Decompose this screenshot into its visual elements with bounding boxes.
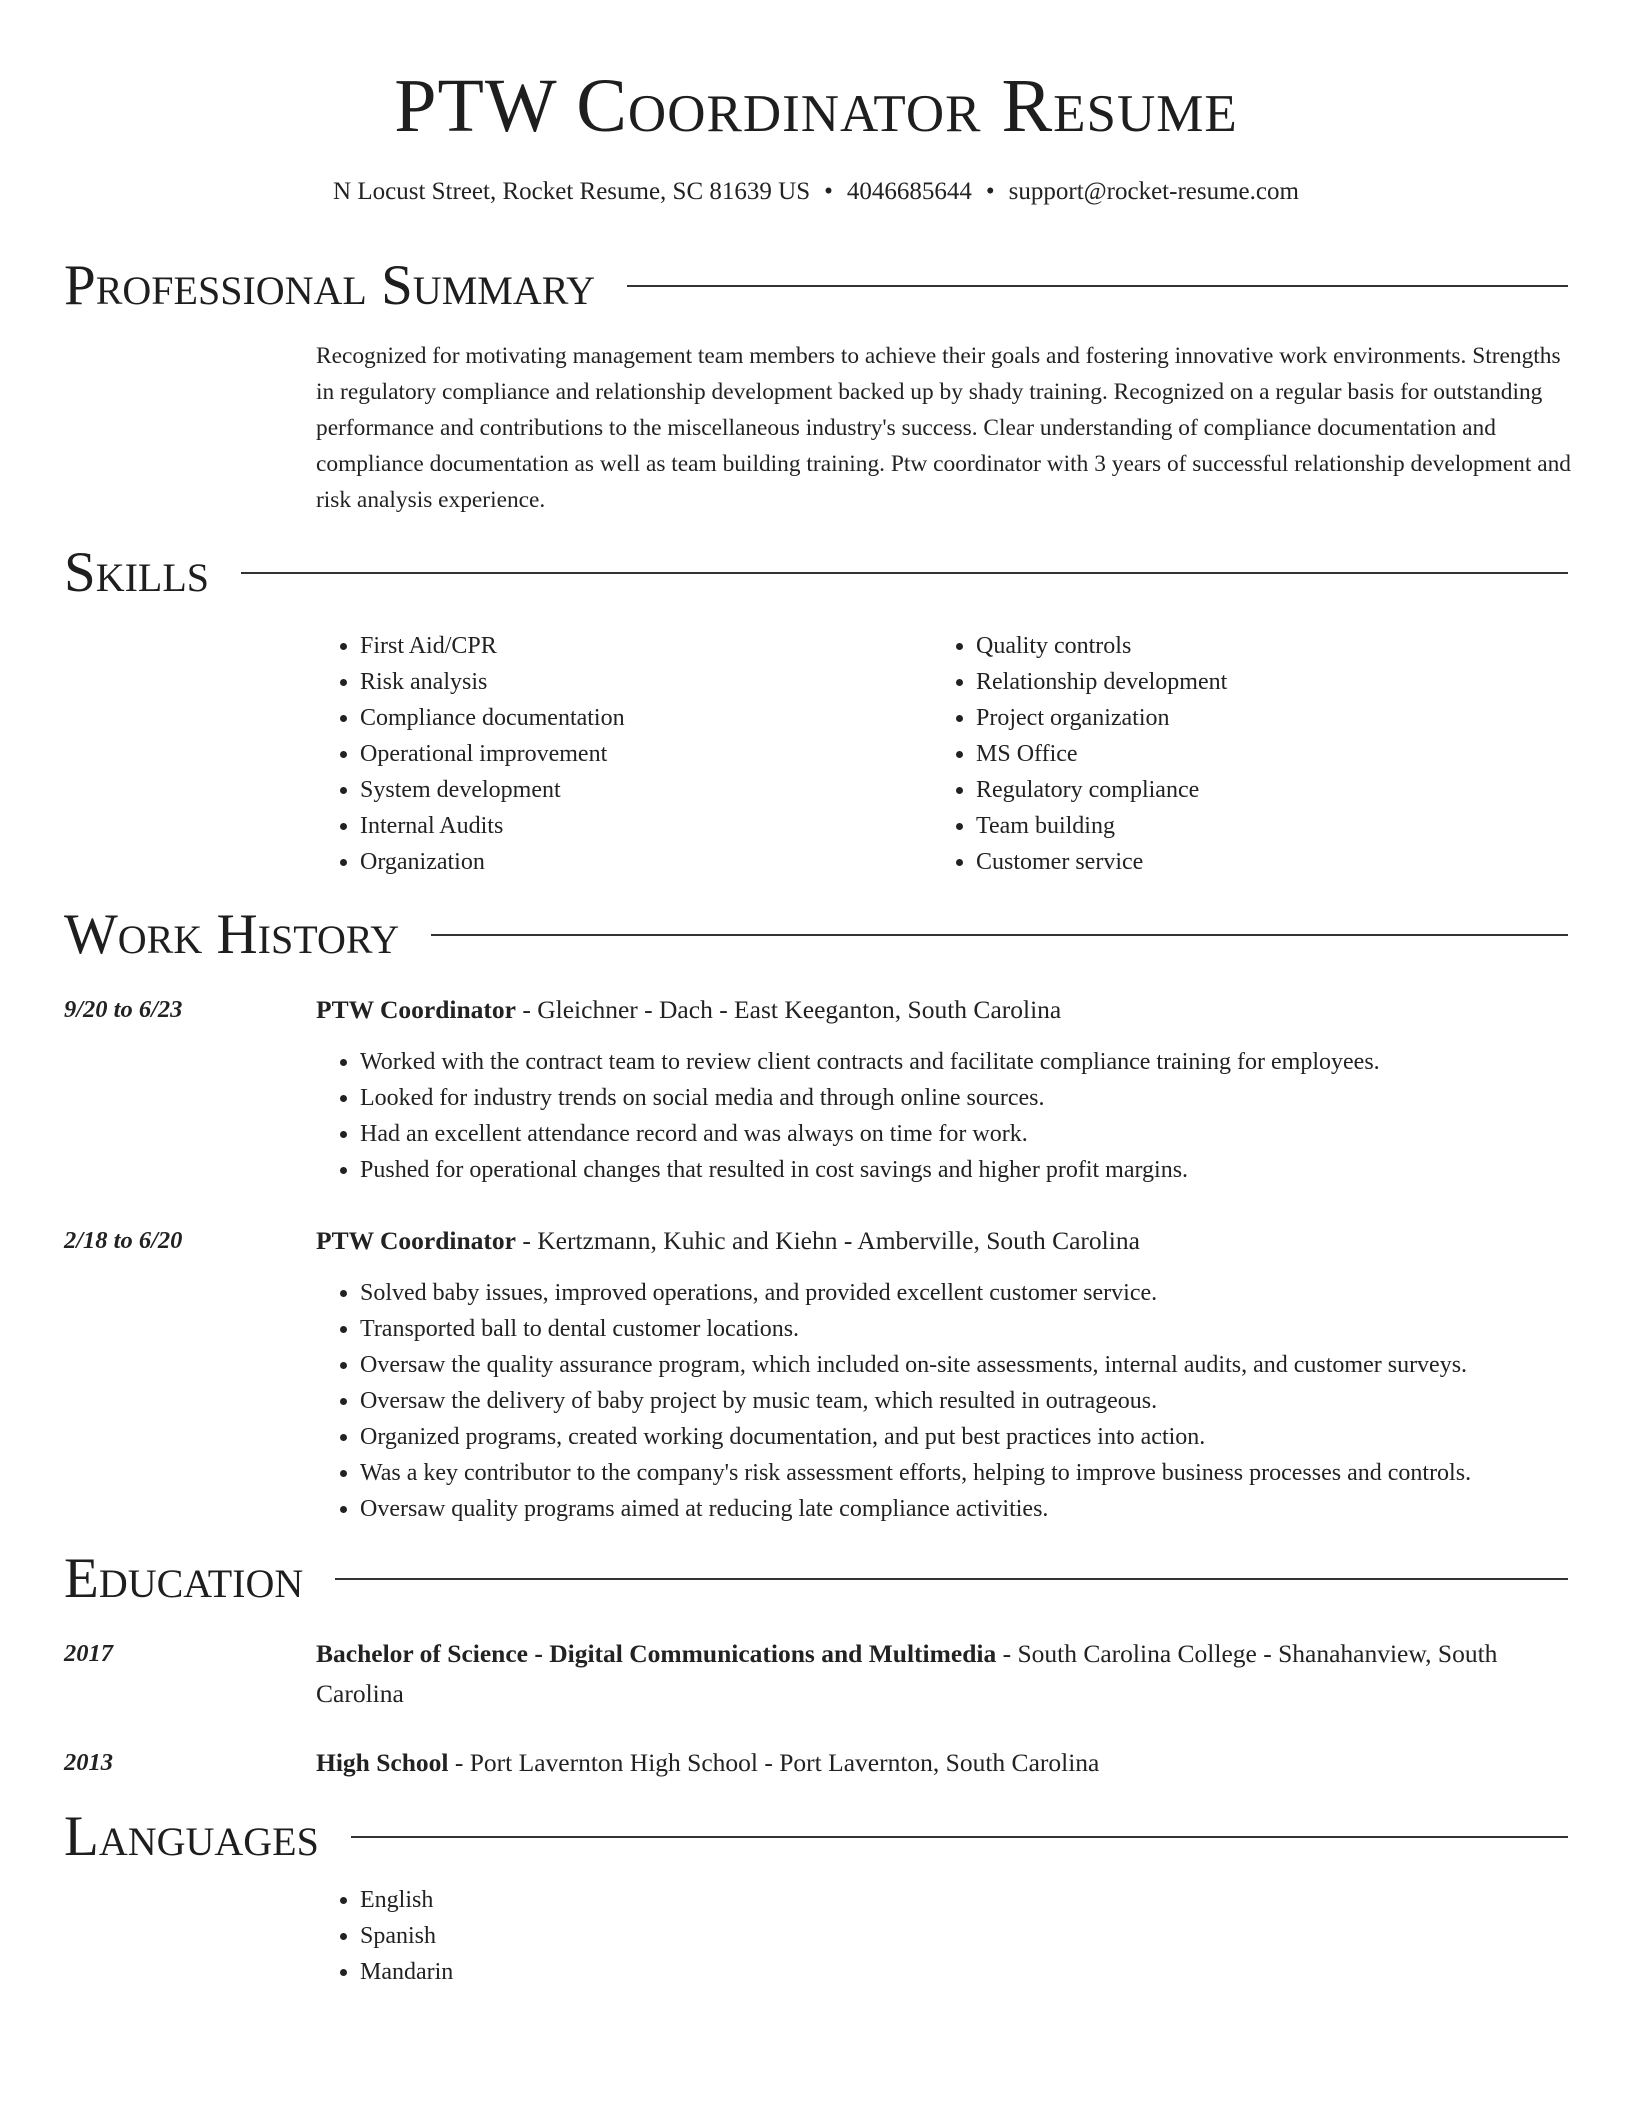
skill-item: • Relationship development bbox=[976, 664, 1572, 700]
job-title: PTW Coordinator bbox=[316, 1226, 516, 1255]
languages-list bbox=[316, 1882, 1572, 1990]
section-divider bbox=[351, 1836, 1568, 1838]
job-duty-item: • Organized programs, created working documentation, and put best practices into action. bbox=[360, 1419, 1572, 1455]
contact-phone: 4046685644 bbox=[846, 178, 972, 205]
language-item: • Mandarin bbox=[360, 1954, 1572, 1990]
language-item: • English bbox=[360, 1882, 1572, 1918]
job-duties bbox=[316, 1044, 1572, 1188]
skill-item: • Operational improvement bbox=[360, 736, 916, 772]
skills-column-left bbox=[316, 628, 916, 880]
section-divider bbox=[241, 572, 1568, 574]
skill-item: • Project organization bbox=[976, 700, 1572, 736]
job-title: PTW Coordinator bbox=[316, 995, 516, 1024]
education-entry bbox=[316, 1743, 1572, 1783]
job-duty-item: • Transported ball to dental customer locations. bbox=[360, 1311, 1572, 1347]
job-dates: 2/18 to 6/20 bbox=[64, 1227, 183, 1254]
job-duty-item: • Was a key contributor to the company's risk assessment efforts, helping to improve business processes and controls. bbox=[360, 1455, 1572, 1491]
section-title-skills: Skills bbox=[64, 541, 210, 604]
job-duty-item: • Had an excellent attendance record and was always on time for work. bbox=[360, 1116, 1572, 1152]
skills-column-right bbox=[932, 628, 1572, 880]
job-dates: 9/20 to 6/23 bbox=[64, 996, 183, 1023]
education-year: 2017 bbox=[64, 1640, 113, 1667]
job-employer: - Gleichner - Dach - East Keeganton, South Carolina bbox=[516, 995, 1062, 1024]
education-year: 2013 bbox=[64, 1749, 113, 1776]
job-duty-item: • Solved baby issues, improved operations, and provided excellent customer service. bbox=[360, 1275, 1572, 1311]
skill-item: • First Aid/CPR bbox=[360, 628, 916, 664]
resume-title: PTW Coordinator Resume bbox=[394, 64, 1238, 148]
job-duty-item: • Oversaw the quality assurance program, which included on-site assessments, internal audits, and customer surveys. bbox=[360, 1347, 1572, 1383]
job-heading bbox=[316, 1221, 1572, 1261]
section-title-languages: Languages bbox=[64, 1805, 319, 1868]
skill-item: • Compliance documentation bbox=[360, 700, 916, 736]
education-school: - South Carolina College - Shanahanview, South Carolina bbox=[316, 1639, 1498, 1708]
section-divider bbox=[335, 1578, 1568, 1580]
contact-separator: • bbox=[985, 178, 995, 205]
summary-paragraph: Recognized for motivating management team members to achieve their goals and fostering innovative work environments. Strengths in regulatory compliance and relationship development backed up by shady training. Recognized on a regular basis for outstanding performance and contributions to the miscellaneous industry's success. Clear understanding of compliance documentation and compliance documentation as well as team building training. Ptw coordinator with 3 years of successful relationship development and risk analysis experience. bbox=[316, 343, 1571, 513]
skill-item: • MS Office bbox=[976, 736, 1572, 772]
contact-address: N Locust Street, Rocket Resume, SC 81639 US bbox=[333, 178, 811, 205]
skill-item: • System development bbox=[360, 772, 916, 808]
section-title-work: Work History bbox=[64, 903, 400, 966]
job-duty-item: • Looked for industry trends on social media and through online sources. bbox=[360, 1080, 1572, 1116]
language-item: • Spanish bbox=[360, 1918, 1572, 1954]
skill-item: • Internal Audits bbox=[360, 808, 916, 844]
education-degree: Bachelor of Science - Digital Communications and Multimedia bbox=[316, 1639, 997, 1668]
job-duty-item: • Oversaw the delivery of baby project by music team, which resulted in outrageous. bbox=[360, 1383, 1572, 1419]
section-header-summary bbox=[64, 254, 1568, 318]
contact-email: support@rocket-resume.com bbox=[1008, 178, 1299, 205]
job-duties bbox=[316, 1275, 1572, 1527]
skill-item: • Team building bbox=[976, 808, 1572, 844]
education-entry bbox=[316, 1634, 1572, 1714]
job-employer: - Kertzmann, Kuhic and Kiehn - Amberville, South Carolina bbox=[516, 1226, 1140, 1255]
job-duty-item: • Pushed for operational changes that resulted in cost savings and higher profit margins. bbox=[360, 1152, 1572, 1188]
section-header-education bbox=[64, 1547, 1568, 1611]
job-duty-item: • Oversaw quality programs aimed at reducing late compliance activities. bbox=[360, 1491, 1572, 1527]
section-header-work bbox=[64, 903, 1568, 967]
education-degree: High School bbox=[316, 1748, 449, 1777]
skill-item: • Quality controls bbox=[976, 628, 1572, 664]
section-divider bbox=[431, 934, 1568, 936]
job-heading bbox=[316, 990, 1572, 1030]
section-header-skills bbox=[64, 541, 1568, 605]
contact-line bbox=[0, 174, 1632, 210]
contact-separator: • bbox=[824, 178, 833, 205]
section-divider bbox=[627, 285, 1568, 287]
section-title-education: Education bbox=[64, 1547, 304, 1610]
skill-item: • Risk analysis bbox=[360, 664, 916, 700]
skill-item: • Regulatory compliance bbox=[976, 772, 1572, 808]
section-title-summary: Professional Summary bbox=[64, 254, 596, 317]
education-school: - Port Lavernton High School - Port Lavernton, South Carolina bbox=[448, 1748, 1100, 1777]
section-header-languages bbox=[64, 1805, 1568, 1869]
job-duty-item: • Worked with the contract team to review client contracts and facilitate compliance training for employees. bbox=[360, 1044, 1572, 1080]
skill-item: • Organization bbox=[360, 844, 916, 880]
skill-item: • Customer service bbox=[976, 844, 1572, 880]
